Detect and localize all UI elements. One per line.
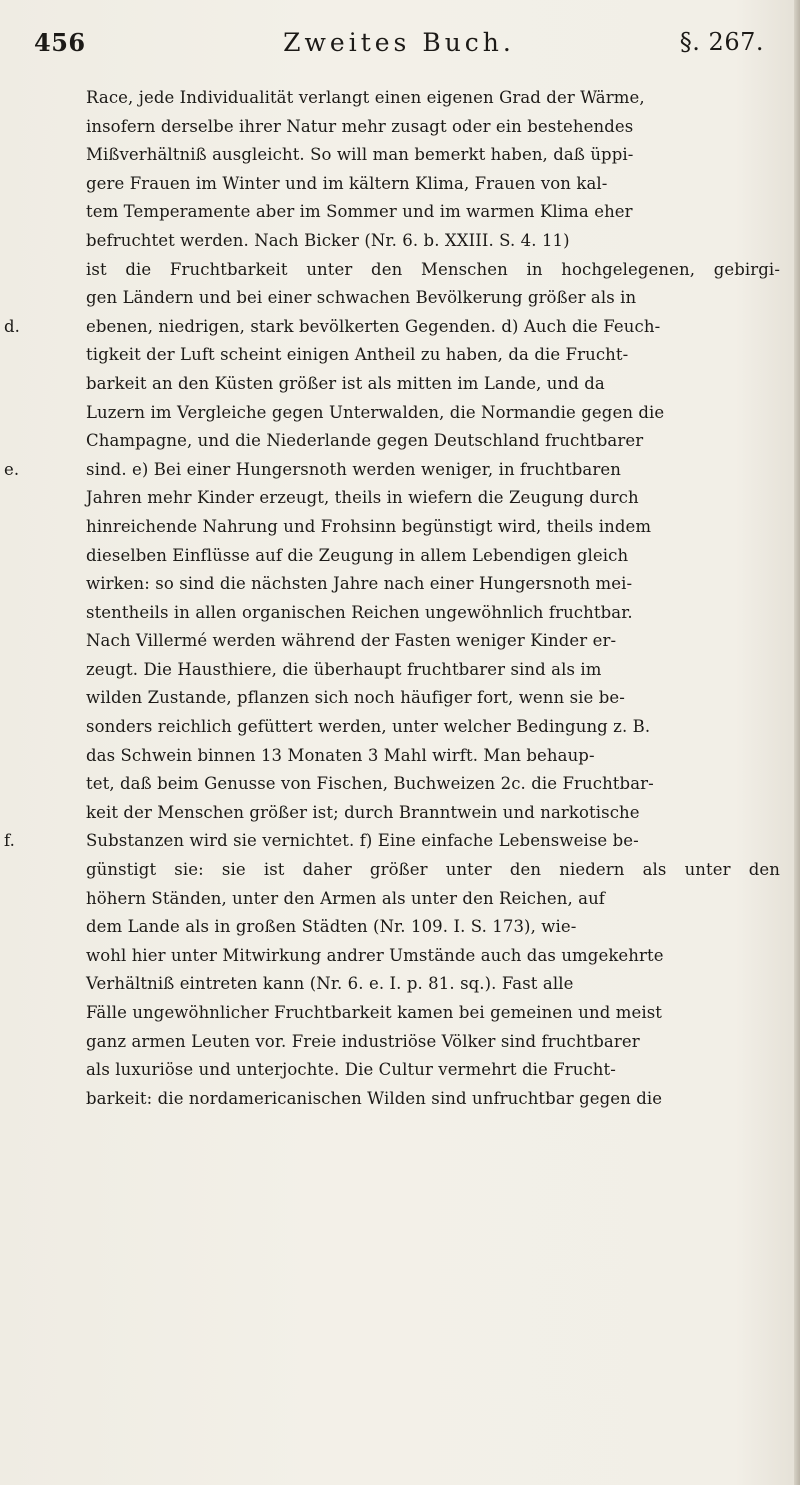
- line-text: Race, jede Individualität verlangt einen eigenen Grad der Wärme,: [86, 88, 645, 107]
- line-text: wohl hier unter Mitwirkung andrer Umstände auch das umgekehrte: [86, 945, 664, 965]
- margin-mark: e.: [4, 459, 20, 479]
- page-number: 456: [34, 28, 86, 57]
- text-line: [86, 256, 780, 285]
- line-text: gen Ländern und bei einer schwachen Bevölkerung größer als in: [86, 288, 637, 308]
- text-line: [86, 656, 780, 685]
- text-line: [86, 399, 780, 428]
- text-line: [86, 684, 780, 713]
- text-line: [86, 513, 780, 542]
- line-text: keit der Menschen größer ist; durch Branntwein und narkotische: [86, 802, 640, 822]
- text-line: [86, 1056, 780, 1085]
- line-text: dem Lande als in großen Städten (Nr. 109. I. S. 173), wie-: [86, 917, 577, 937]
- line-text: wilden Zustande, pflanzen sich noch häufiger fort, wenn sie be-: [86, 688, 625, 708]
- text-line: [86, 856, 780, 885]
- running-head: Zweites Buch.: [283, 28, 515, 57]
- line-text: tigkeit der Luft scheint einigen Antheil zu haben, da die Frucht-: [86, 345, 629, 365]
- text-line: [86, 284, 780, 313]
- text-line: [86, 484, 780, 513]
- text-line: [86, 141, 780, 170]
- text-line: [86, 942, 780, 971]
- page-header: [34, 28, 764, 68]
- text-line: [86, 970, 780, 999]
- text-line: [86, 341, 780, 370]
- text-line: [86, 627, 780, 656]
- text-line: [86, 999, 780, 1028]
- line-text: tem Temperamente aber im Sommer und im warmen Klima eher: [86, 202, 633, 222]
- text-line: [86, 1028, 780, 1057]
- line-text: zeugt. Die Hausthiere, die überhaupt fruchtbarer sind als im: [86, 659, 602, 679]
- line-text: tet, daß beim Genusse von Fischen, Buchweizen 2c. die Fruchtbar-: [86, 774, 654, 794]
- text-line: [86, 599, 780, 628]
- text-line: [86, 885, 780, 914]
- line-text: Nach Villermé werden während der Fasten weniger Kinder er-: [86, 631, 617, 651]
- line-text: sind. e) Bei einer Hungersnoth werden weniger, in fruchtbaren: [86, 459, 621, 479]
- text-line: [86, 170, 780, 199]
- text-line: [86, 713, 780, 742]
- line-text: ebenen, niedrigen, stark bevölkerten Gegenden. d) Auch die Feuch-: [86, 316, 661, 336]
- line-text: Jahren mehr Kinder erzeugt, theils in wiefern die Zeugung durch: [86, 488, 639, 508]
- line-text: ist die Fruchtbarkeit unter den Menschen in hochgelegenen, gebirgi-: [86, 259, 780, 279]
- line-text: barkeit an den Küsten größer ist als mitten im Lande, und da: [86, 373, 605, 393]
- text-line: [4, 827, 780, 856]
- text-line: [86, 227, 780, 256]
- line-text: gere Frauen im Winter und im kältern Klima, Frauen von kal-: [86, 173, 608, 193]
- text-line: [4, 456, 780, 485]
- line-text: das Schwein binnen 13 Monaten 3 Mahl wirft. Man behaup-: [86, 745, 595, 765]
- text-line: [86, 770, 780, 799]
- text-line: [86, 113, 780, 142]
- line-text: wirken: so sind die nächsten Jahre nach einer Hungersnoth mei-: [86, 574, 633, 594]
- line-text: Verhältniß eintreten kann (Nr. 6. e. I. p. 81. sq.). Fast alle: [86, 974, 574, 994]
- text-line: [4, 313, 780, 342]
- page-edge: [794, 0, 800, 1485]
- section-number: §. 267.: [679, 28, 764, 56]
- text-line: [86, 84, 780, 113]
- margin-mark: f.: [4, 831, 15, 851]
- line-text: höhern Ständen, unter den Armen als unter den Reichen, auf: [86, 888, 606, 908]
- text-line: [86, 913, 780, 942]
- text-line: [86, 570, 780, 599]
- line-text: dieselben Einflüsse auf die Zeugung in allem Lebendigen gleich: [86, 545, 629, 565]
- text-line: [86, 799, 780, 828]
- line-text: Fälle ungewöhnlicher Fruchtbarkeit kamen bei gemeinen und meist: [86, 1003, 662, 1022]
- line-text: befruchtet werden. Nach Bicker (Nr. 6. b. XXIII. S. 4. 11): [86, 230, 570, 250]
- margin-mark: d.: [4, 316, 21, 336]
- line-text: Mißverhältniß ausgleicht. So will man bemerkt haben, daß üppi-: [86, 145, 634, 165]
- line-text: Luzern im Vergleiche gegen Unterwalden, die Normandie gegen die: [86, 402, 665, 422]
- line-text: günstigt sie: sie ist daher größer unter den niedern als unter den: [86, 860, 780, 880]
- line-text: ganz armen Leuten vor. Freie industriöse Völker sind fruchtbarer: [86, 1031, 640, 1051]
- line-text: Champagne, und die Niederlande gegen Deutschland fruchtbarer: [86, 431, 644, 451]
- body-text: [4, 84, 780, 1113]
- text-line: [86, 198, 780, 227]
- line-text: hinreichende Nahrung und Frohsinn begünstigt wird, theils indem: [86, 516, 652, 536]
- line-text: barkeit: die nordamericanischen Wilden sind unfruchtbar gegen die: [86, 1088, 663, 1108]
- line-text: Substanzen wird sie vernichtet. f) Eine einfache Lebensweise be-: [86, 831, 639, 851]
- text-line: [86, 542, 780, 571]
- line-text: insofern derselbe ihrer Natur mehr zusagt oder ein bestehendes: [86, 116, 634, 136]
- text-line: [86, 370, 780, 399]
- line-text: sonders reichlich gefüttert werden, unter welcher Bedingung z. B.: [86, 717, 651, 737]
- line-text: stentheils in allen organischen Reichen ungewöhnlich fruchtbar.: [86, 602, 633, 622]
- text-line: [86, 1085, 780, 1114]
- text-line: [86, 742, 780, 771]
- text-line: [86, 427, 780, 456]
- line-text: als luxuriöse und unterjochte. Die Cultur vermehrt die Frucht-: [86, 1060, 616, 1080]
